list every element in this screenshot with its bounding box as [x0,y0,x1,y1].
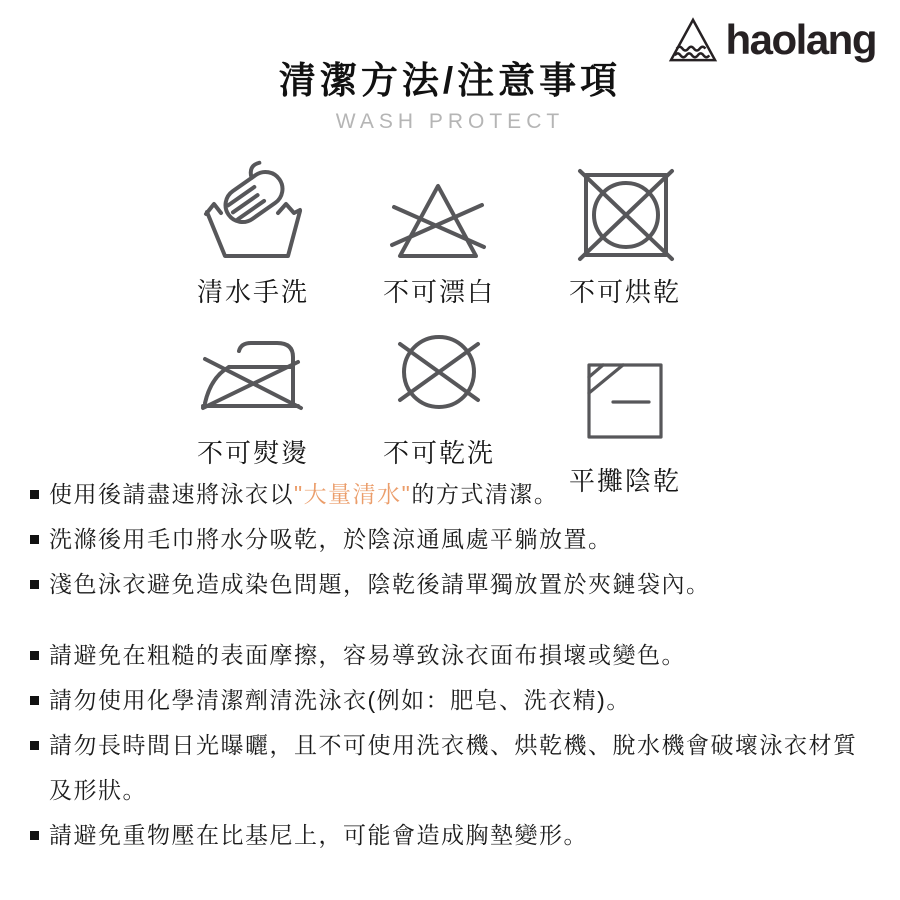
note-text: 請勿使用化學清潔劑清洗泳衣(例如：肥皂、洗衣精)。 [49,687,631,713]
care-note [30,562,875,607]
hand-wash-icon [203,170,303,262]
care-symbol-label: 平攤陰乾 [568,466,681,496]
do-not-dry-clean-icon [394,333,484,411]
page-subtitle: WASH PROTECT [335,110,565,133]
care-symbol-label: 不可熨燙 [196,438,309,468]
note-text: 使用後請盡速將泳衣以 [49,481,294,507]
note-text: 淺色泳衣避免造成染色問題，陰乾後請單獨放置於夾鏈袋內。 [49,571,711,597]
care-note [30,472,875,517]
page-title: 清潔方法/注意事項 [278,60,622,101]
note-text: 的方式清潔。 [411,481,559,507]
care-note [30,678,875,723]
note-highlight: "大量清水" [294,481,412,507]
note-text: 請勿長時間日光曝曬，且不可使用洗衣機、烘乾機、脫水機會破壞泳衣材質及形狀。 [49,732,858,803]
do-not-bleach-icon [391,180,487,262]
care-note [30,723,875,813]
dry-flat-shade-icon [587,363,663,439]
note-text: 洗滌後用毛巾將水分吸乾，於陰涼通風處平躺放置。 [49,526,613,552]
care-symbol-do-not-dry-clean [346,331,532,470]
care-symbol-label: 不可漂白 [382,277,495,307]
care-symbol-label: 清水手洗 [196,277,309,307]
brand-name: haolang [725,16,876,63]
care-symbol-do-not-iron [160,331,346,470]
care-symbol-hand-wash [160,165,346,309]
do-not-iron-icon [203,341,303,411]
note-text: 請避免在粗糙的表面摩擦，容易導致泳衣面布損壞或變色。 [49,642,686,668]
do-not-tumble-dry-icon [577,170,673,262]
care-note [30,633,875,678]
note-text: 請避免重物壓在比基尼上，可能會造成胸墊變形。 [49,822,588,848]
care-symbol-do-not-bleach [346,165,532,309]
care-symbol-label: 不可乾洗 [382,438,495,468]
care-symbol-label: 不可烘乾 [568,277,681,307]
care-symbol-row-1 [160,165,720,309]
care-note [30,517,875,562]
care-symbol-do-not-tumble-dry [532,165,718,309]
care-note [30,813,875,858]
care-notes-list [30,472,875,858]
